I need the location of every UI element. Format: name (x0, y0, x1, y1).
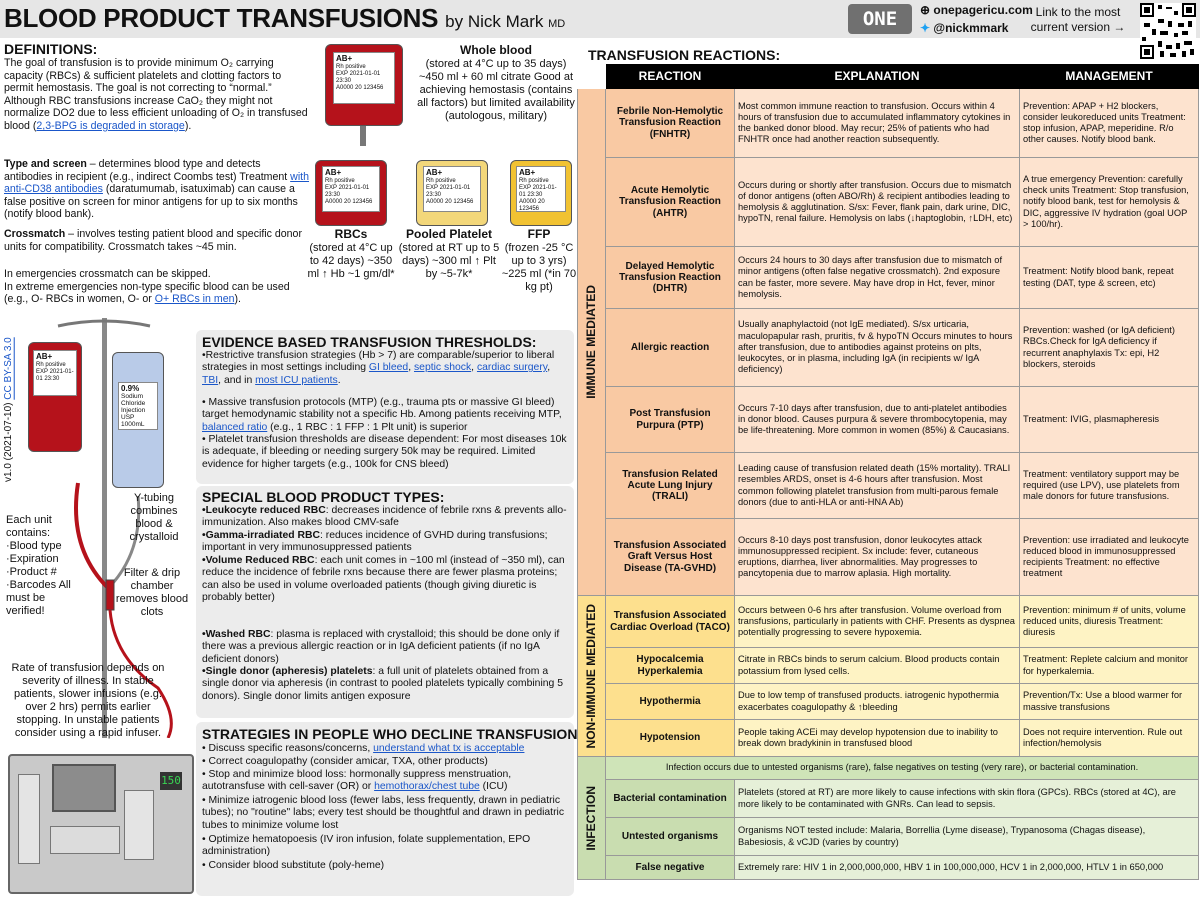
bpg-link[interactable]: 2,3-BPG is degraded in storage (36, 119, 185, 132)
anti-cd38-link[interactable]: with anti-CD38 antibodies (4, 170, 310, 196)
author-byline: by Nick Mark MD (445, 12, 566, 31)
rate-note: Rate of transfusion depends on severity of illness. In stable patients, slower infusions (e.g. over 2 hrs) permits earlier stopping. In unstable patients consider using a rapid infuser. (11, 662, 165, 739)
special-volume-reduced: •Volume Reduced RBC: each unit comes in ~100 ml (instead of ~350 ml), can reduce the incidence of febrile rxns because there are fewer plasma proteins; can also be used in volume overloaded patients (though giving diuretic is probably better) (202, 555, 565, 603)
whole-blood-caption: Whole blood (stored at 4°C up to 35 days) ~450 ml + 60 ml citrate Good at achieving hemostasis (contains all factors) but limited availability (autologous, military) (417, 43, 575, 122)
qr-code-icon[interactable] (1140, 3, 1196, 59)
decline-heading: STRATEGIES IN PEOPLE WHO DECLINE TRANSFUSION (202, 726, 578, 742)
special-washed: •Washed RBC: plasma is replaced with crystalloid; this should be done only if there was a previous allergic reaction or in IgA deficient patients (if no IgA deficient donors) (202, 629, 560, 665)
special-types-heading: SPECIAL BLOOD PRODUCT TYPES: (202, 489, 445, 505)
col-explanation: EXPLANATION (735, 65, 1020, 89)
table-row: Transfusion Related Acute Lung Injury (TRALI) Leading cause of transfusion related death (15% mortality). TRALI resembles ARDS, onset is 4-6 hours after transfusion. Most common following platelet transfusion from multi-parous female donors (due to anti-HLA or anti-HNA Ab) Treatment: ventilatory support may be required (use LPV), use platelets from male donors for future transfusions. (578, 453, 1199, 519)
table-row: Delayed Hemolytic Transfusion Reaction (DHTR) Occurs 24 hours to 30 days after transfusion due to mismatch of minor antigens (often false negative crossmatch). 2nd exposure can be faster, more severe. May have drop in Hct, fever, minor hemolysis. Treatment: Notify blood bank, repeat testing (DAT, type & screen, etc) (578, 247, 1199, 309)
acceptable-tx-link[interactable]: understand what tx is acceptable (373, 743, 525, 754)
icu-patients-link[interactable]: most ICU patients (255, 374, 338, 386)
table-row: IMMUNE MEDIATED Febrile Non-Hemolytic Transfusion Reaction (FNHTR) Most common immune reaction to transfusion. Occurs within 4 hours of transfusion due to accumulated inflammatory cytokines in the banked donor blood. May recur; 25% of patients who had FNHTR once had another reaction subsequently. Prevention: APAP + H2 blockers, consider leukoreduced units Treatment: stop infusion, APAP, meperidine. R/o other causes. Notify blood bank. (578, 89, 1199, 158)
group-non-immune-label: NON-IMMUNE MEDIATED (583, 603, 598, 749)
onepager-logo[interactable]: ONE (848, 4, 912, 34)
decline-stop-loss: • Stop and minimize blood loss: hormonally suppress menstruation, autotransfuse with cell-saver (OR) or hemothorax/chest tube (ICU) (202, 769, 512, 793)
twitter-link[interactable]: ✦ @nickmmark (920, 21, 1009, 35)
table-row: Hypotension People taking ACEi may develop hypotension due to inability to break down bradykinin in transfused blood Does not require intervention. Rule out infection/hemolysis (578, 720, 1199, 757)
tbi-link[interactable]: TBI (202, 374, 219, 386)
table-row: Acute Hemolytic Transfusion Reaction (AHTR) Occurs during or shortly after transfusion. Occurs due to mismatch of donor antigens (often ABO/Rh) & recipient antibodies leading to hemolysis & agglutination. S/sx: Fever, flank pain, dark urine, DIC, hypoTN, renal failure. Hemolysis on labs (↓haptoglobin, ↑LDH, etc) A true emergency Prevention: carefully check units Treatment: Stop transfusion, notify blood bank, test for hemolysis & DIC, aggressive IV hydration (goal UOP > 100/hr). (578, 158, 1199, 247)
table-row: Bacterial contamination Platelets (stored at RT) are more likely to cause infections with skin flora (GPCs). RBCs (stored at 4C), are more likely to be contaminated with GNRs. Can lead to sepsis. (578, 780, 1199, 818)
twitter-bird-icon: ✦ (920, 21, 934, 35)
table-row: Allergic reaction Usually anaphylactoid (not IgE mediated). S/sx urticaria, maculopapular rash, pruritis, fv & hypoTN Occurs minutes to hours after transfusion, due to antibodies against proteins on plts, leukocytes, or in plasma, including IgA (in recipients w/ IgA deficiency) Prevention: washed (or IgA deficient) RBCs.Check for IgA deficiency if recurrent anaphylaxis Tx: epi, H2 blockers, steroids (578, 309, 1199, 387)
table-row: Hypocalcemia Hyperkalemia Citrate in RBCs binds to serum calcium. Blood products contain potassium from lysed cells. Treatment: Replete calcium and monitor for hyperkalemia. (578, 648, 1199, 684)
threshold-mtp: • Massive transfusion protocols (MTP) (e.g., trauma pts or massive GI bleed) target hemodynamic stability not a specific Hb. Among patients receiving MTP, balanced ratio (e.g., 1 RBC : 1 FFP : 1 Plt unit) is superior (202, 397, 562, 433)
type-screen-text: Type and screen – determines blood type and detects antibodies in recipient (e.g., indirect Coombs test) Treatment with anti-CD38 antibodies (daratumumab, isatuximab) can cause a false positive on screen for minor antigens for up to six months (notify blood bank). (4, 158, 310, 221)
decline-substitute: • Consider blood substitute (poly-heme) (202, 860, 385, 871)
table-row: Hypothermia Due to low temp of transfused products. iatrogenic hypothermia exacerbates coagulopathy & ↑bleeding Prevention/Tx: Use a blood warmer for massive transfusions (578, 684, 1199, 720)
emergency-text: In emergencies crossmatch can be skipped. In extreme emergencies non-type specific blood can be used (e.g., O- RBCs in women, O- or O+ RBCs in men). (4, 268, 290, 306)
current-version-link[interactable]: Link to the most current version → (1030, 5, 1126, 34)
chest-tube-link[interactable]: hemothorax/chest tube (374, 781, 480, 793)
reactions-table (577, 64, 1199, 880)
threshold-restrictive: •Restrictive transfusion strategies (Hb > 7) are comparable/superior to liberal strategies in most settings including GI bleed, septic shock, cardiac surgery, TBI, and in most ICU patients. (202, 350, 555, 386)
decline-discuss: • Discuss specific reasons/concerns, understand what tx is acceptable (202, 743, 525, 754)
infuser-display: 150 (160, 772, 182, 790)
license-link[interactable]: CC BY-SA 3.0 (3, 337, 14, 401)
platelet-caption: Pooled Platelet (stored at RT up to 5 days) ~300 ml ↑ Plt by ~5-7k* (398, 227, 500, 280)
crossmatch-text: Crossmatch – involves testing patient blood and specific donor units for compatibility. Crossmatch takes ~45 min. (4, 228, 302, 253)
decline-hematopoesis: • Optimize hematopoesis (IV iron infusion, folate supplementation, EPO administration) (202, 834, 531, 858)
rbc-caption: RBCs (stored at 4°C up to 42 days) ~350 ml ↑ Hb ~1 gm/dl* (307, 227, 395, 280)
table-row: Transfusion Associated Graft Versus Host Disease (TA-GVHD) Occurs 8-10 days post transfusion, donor leukocytes attack immunosuppressed recipient. Sx include: fever, cutaneous eruptions, diarrhea, liver abnormalities. May progresses to pancytopenia due to marrow aplasia. High mortality. Prevention: use irradiated and leukocyte reduced blood in immunosuppressed recipients Treatment: no effective treatment (578, 519, 1199, 596)
table-row: Untested organisms Organisms NOT tested include: Malaria, Borrellia (Lyme disease), Trypanosoma (Chagas disease), Babesiosis, & vCJD (varies by country) (578, 818, 1199, 856)
table-row: False negative Extremely rare: HIV 1 in 2,000,000,000, HBV 1 in 100,000,000, HCV 1 in 2,000,000, HTLV 1 in 650,000 (578, 856, 1199, 880)
y-tubing-note: Y-tubing combines blood & crystalloid (129, 492, 179, 543)
cardiac-surgery-link[interactable]: cardiac surgery (476, 362, 548, 374)
globe-icon: ⊕ (920, 3, 934, 17)
special-leukoreduced: •Leukocyte reduced RBC: decreases incidence of febrile rxns & prevents allo-immunization. Also makes blood CMV-safe (202, 505, 567, 529)
page-title: BLOOD PRODUCT TRANSFUSIONS by Nick Mark MD (4, 3, 566, 33)
col-management: MANAGEMENT (1020, 65, 1199, 89)
table-row: NON-IMMUNE MEDIATED Transfusion Associated Cardiac Overload (TACO) Occurs between 0-6 hrs after transfusion. Volume overload from transfusions, particularly in patients with CHF. Presents as dyspnea potentially progressing to severe hypoxemia. Prevention: minimum # of units, volume reduced units, diuresis Treatment: diuresis (578, 596, 1199, 648)
table-row (578, 757, 1199, 780)
infection-banner: Infection occurs due to untested organisms (rare), false negatives on testing (very rare), or bacterial contamination. (606, 757, 1199, 780)
balanced-ratio-link[interactable]: balanced ratio (202, 421, 268, 433)
definitions-goal-text: The goal of transfusion is to provide minimum O₂ carrying capacity (RBCs) & sufficient platelets and clotting factors to permit hemostasis. The goal is not correcting to “normal.” Although RBC transfusions increase CaO₂ they might not normalize DO2 due to less efficient unloading of O₂ in transfused blood (2,3-BPG is degraded in storage). (4, 57, 308, 132)
table-row: Post Transfusion Purpura (PTP) Occurs 7-10 days after transfusion, due to anti-platelet antibodies in donor blood. Causes purpura & severe thrombocytopenia, may be life-threatening. More common in women (85%) & Caucasians. Treatment: IVIG, plasmapheresis (578, 387, 1199, 453)
group-immune-label: IMMUNE MEDIATED (583, 285, 598, 399)
version-license: v1.0 (2021-07-10) CC BY-SA 3.0 (3, 337, 14, 483)
gi-bleed-link[interactable]: GI bleed (368, 362, 409, 374)
thresholds-heading: EVIDENCE BASED TRANSFUSION THRESHOLDS: (202, 334, 537, 350)
group-infection-label: INFECTION (583, 785, 598, 851)
special-single-donor: •Single donor (apheresis) platelets: a full unit of platelets obtained from a single donor via apheresis (in contrast to pooled platelets typically combining 5 donors). Single donor limits antigen exposure (202, 666, 563, 702)
special-irradiated: •Gamma-irradiated RBC: reduces incidence of GVHD during transfusions; important in very immunosuppressed patients (202, 530, 548, 554)
reactions-heading: TRANSFUSION REACTIONS: (588, 47, 781, 63)
o-pos-rbc-link[interactable]: O+ RBCs in men (154, 293, 235, 306)
ffp-caption: FFP (frozen -25 °C up to 3 yrs) ~225 ml (*in 70 kg pt) (501, 227, 577, 293)
table-header-row (578, 65, 1199, 89)
decline-coag: • Correct coagulopathy (consider amicar, TXA, other products) (202, 756, 488, 767)
filter-note: Filter & drip chamber removes blood clots (115, 567, 189, 618)
col-reaction: REACTION (606, 65, 735, 89)
septic-shock-link[interactable]: septic shock (413, 362, 472, 374)
site-link[interactable]: ⊕ onepagericu.com (920, 3, 1033, 17)
threshold-platelet: • Platelet transfusion thresholds are disease dependent: For most diseases 10k is adequate, if bleeding or needing surgery 50k may be required. Limited evidence for higher targets (e.g., 100k for CNS bleed) (202, 434, 567, 470)
decline-iatrogenic: • Minimize iatrogenic blood loss (fewer labs, less frequently, drawn in pediatric tubes); no "routine" labs; every test should be thoughtful and drawn in pediatric tubes to minimize volume lost (202, 795, 565, 831)
unit-contents-note: Each unit contains: ·Blood type ·Expiration ·Product # ·Barcodes All must be verified! (6, 514, 71, 617)
definitions-heading: DEFINITIONS: (4, 41, 98, 57)
